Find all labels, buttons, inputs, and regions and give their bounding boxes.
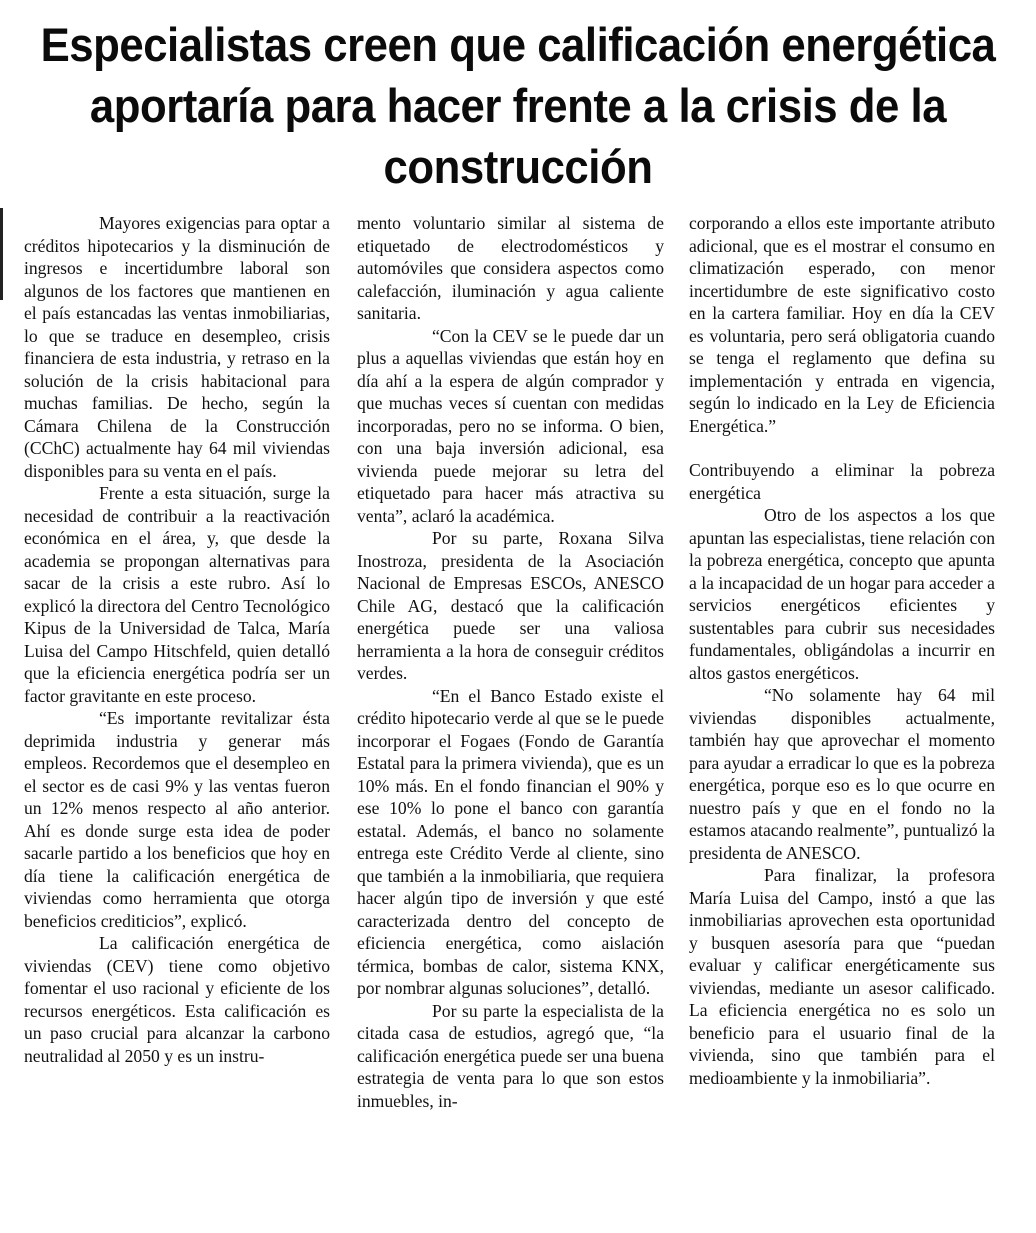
paragraph: “Es importante revitalizar ésta deprimida industria y generar más empleos. Recordemos que el desempleo en el sector es de casi 9% y las ventas fueron un 12% menos respecto al año anterior. Ahí es donde surge esta idea de poder sacarle partido a los beneficios que hoy en día tiene la calificación energética de viviendas como herramienta que otorga beneficios crediticios”, explicó. — [24, 708, 330, 931]
paragraph: Mayores exigencias para optar a créditos hipotecarios y la disminución de ingresos e incertidumbre laboral son algunos de los factores que mantienen en el país estancadas las ventas inmobiliarias, lo que se traduce en desempleo, crisis financiera de esta industria, y retraso en la solución de la crisis habitacional para muchas familias. De hecho, según la Cámara Chilena de la Construcción (CChC) actualmente hay 64 mil viviendas disponibles para su venta en el país. — [24, 213, 330, 481]
paragraph: Por su parte la especialista de la citada casa de estudios, agregó que, “la calificación energética puede ser una buena estrategia de venta para lo que son estos inmuebles, in- — [357, 1000, 664, 1111]
paragraph: Otro de los aspectos a los que apuntan las especialistas, tiene relación con la pobreza energética, concepto que apunta a la incapacidad de un hogar para acceder a servicios energéticos eficientes y sustentables para cubrir sus necesidades fundamentales, obligándolas a incurrir en altos gastos energéticos. — [689, 505, 995, 683]
subheading: Contribuyendo a eliminar la pobreza energética — [689, 460, 995, 503]
paragraph: “En el Banco Estado existe el crédito hipotecario verde al que se le puede incorporar el Fogaes (Fondo de Garantía Estatal para la primera vivienda), que es un 10% más. En el fondo financian el 90% y ese 10% lo pone el banco con garantía estatal. Además, el banco no solamente entrega este Crédito Verde al cliente, sino que también a la inmobiliaria, que requiera hacer algún tipo de inversión y que esté caracterizada dentro del concepto de eficiencia energética, como aislación térmica, bombas de calor, sistema KNX, por nombrar algunas soluciones”, detalló. — [357, 685, 664, 998]
paragraph: mento voluntario similar al sistema de etiquetado de electrodomésticos y automóviles que considera aspectos como calefacción, iluminación y agua caliente sanitaria. — [357, 213, 664, 323]
paragraph: “No solamente hay 64 mil viviendas disponibles actualmente, también hay que aprovechar el momento para ayudar a erradicar lo que es la pobreza energética, porque eso es lo que ocurre en nuestro país y que en el fondo no la estamos atacando realmente”, puntualizó la presidenta de ANESCO. — [689, 685, 995, 863]
paragraph: Frente a esta situación, surge la necesidad de contribuir a la reactivación económica en el área, y, que desde la academia se propongan alternativas para sacar de la crisis a este rubro. Así lo explicó la directora del Centro Tecnológico Kipus de la Universidad de Talca, María Luisa del Campo Hitschfeld, quien detalló que la eficiencia energética podría ser un factor gravitante en este proceso. — [24, 483, 330, 706]
headline: Especialistas creen que calificación energética aportaría para hacer frente a la crisis de la construcción — [40, 18, 996, 193]
column-2 — [357, 212, 664, 1112]
left-edge-rule — [0, 208, 3, 300]
paragraph: Por su parte, Roxana Silva Inostroza, presidenta de la Asociación Nacional de Empresas ESCOs, ANESCO Chile AG, destacó que la calificación energética puede ser una valiosa herramienta a la hora de conseguir créditos verdes. — [357, 528, 664, 683]
paragraph: corporando a ellos este importante atributo adicional, que es el mostrar el consumo en climatización esperado, con menor incertidumbre de este significativo costo en la cartera familiar. Hoy en día la CEV es voluntaria, pero será obligatoria cuando se tenga el reglamento que defina su implementación y entrada en vigencia, según lo indicado en la Ley de Eficiencia Energética.” — [689, 213, 995, 436]
paragraph: “Con la CEV se le puede dar un plus a aquellas viviendas que están hoy en día ahí a la espera de algún comprador y que muchas veces sí cuentan con medidas incorporadas, pero no se informa. O bien, con una baja inversión adicional, esa vivienda puede mejorar su letra del etiquetado para hacer más atractiva su venta”, aclaró la académica. — [357, 325, 664, 526]
column-1 — [24, 212, 330, 1067]
paragraph: Para finalizar, la profesora María Luisa del Campo, instó a que las inmobiliarias aprovechen esta oportunidad y busquen asesoría para que “puedan evaluar y calificar energéticamente sus viviendas, mediante un asesor calificado. La eficiencia energética no es solo un beneficio para el usuario final de la vivienda, sino que también para el medioambiente y la inmobiliaria”. — [689, 865, 995, 1088]
paragraph: La calificación energética de viviendas (CEV) tiene como objetivo fomentar el uso racional y eficiente de los recursos energéticos. Esta calificación es un paso crucial para alcanzar la carbono neutralidad al 2050 y es un instru- — [24, 933, 330, 1066]
column-3 — [689, 212, 995, 1089]
